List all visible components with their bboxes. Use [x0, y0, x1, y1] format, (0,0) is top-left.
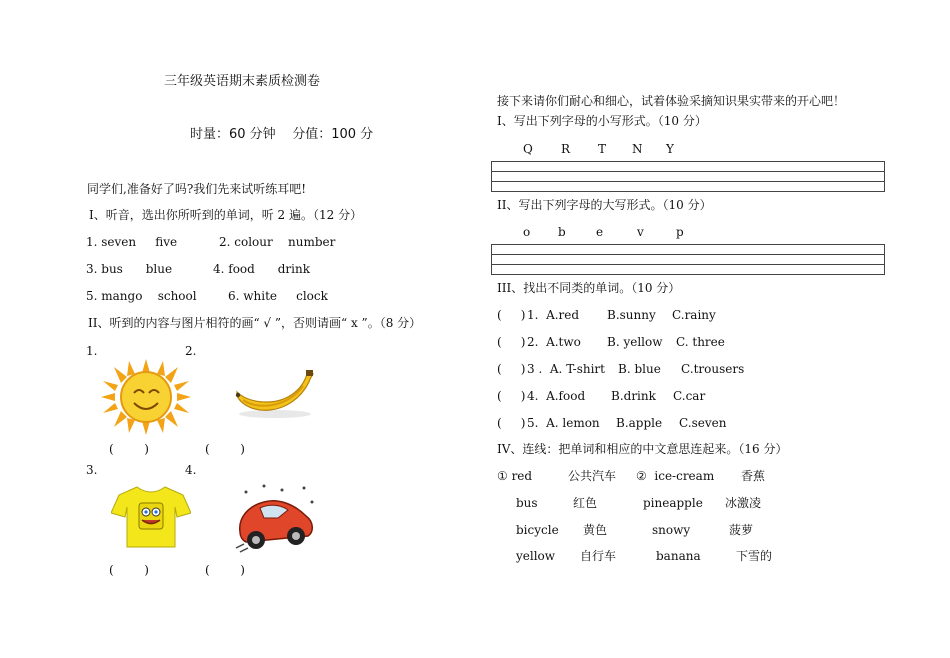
match-word-8[interactable]: banana — [656, 549, 701, 563]
odd-answer-paren-5[interactable]: ( ) — [497, 416, 526, 430]
odd-item-1-c: C.rainy — [672, 308, 716, 322]
odd-answer-paren-2[interactable]: ( ) — [497, 335, 526, 349]
match-meaning-3[interactable]: 红色 — [573, 496, 598, 510]
odd-item-3-b: B. blue — [618, 362, 661, 376]
writing-lines-2[interactable] — [491, 244, 885, 275]
picture-number-4: 4. — [185, 463, 197, 477]
banana-icon — [233, 368, 315, 420]
lower-letter-b: b — [558, 225, 566, 239]
tshirt-icon — [111, 485, 191, 549]
odd-item-3-a: 3 . A. T-shirt — [527, 362, 605, 376]
answer-paren-4[interactable]: ( ) — [205, 563, 245, 577]
match-meaning-4[interactable]: 冰激凌 — [725, 496, 762, 510]
r-section-4-heading: IV、连线：把单词和相应的中文意思连起来。（16 分） — [497, 442, 788, 456]
odd-item-2-b: B. yellow — [607, 335, 663, 349]
listen-item-6: 6. white clock — [228, 289, 328, 303]
odd-item-1-b: B.sunny — [607, 308, 656, 322]
writing-lines-1[interactable] — [491, 161, 885, 192]
odd-item-2-c: C. three — [676, 335, 725, 349]
listen-item-1: 1. seven five — [86, 235, 178, 249]
odd-item-4-a: 4. A.food — [527, 389, 586, 403]
lower-letter-v: v — [637, 225, 644, 239]
match-word-5[interactable]: bicycle — [516, 523, 559, 537]
page-title: 三年级英语期末素质检测卷 — [164, 74, 321, 89]
odd-item-5-b: B.apple — [616, 416, 663, 430]
lower-letter-e: e — [596, 225, 604, 239]
lower-letter-o: o — [523, 225, 531, 239]
odd-item-5-c: C.seven — [679, 416, 727, 430]
odd-answer-paren-4[interactable]: ( ) — [497, 389, 526, 403]
upper-letter-q: Q — [523, 142, 533, 156]
section-1-heading: I、听音，选出你所听到的单词，听 2 遍。（12 分） — [89, 208, 363, 222]
match-word-4[interactable]: pineapple — [643, 496, 703, 510]
match-word-1[interactable]: ① red — [497, 469, 533, 483]
odd-item-1-a: 1. A.red — [527, 308, 580, 322]
picture-number-1: 1. — [86, 344, 98, 358]
match-meaning-8[interactable]: 下雪的 — [736, 549, 773, 563]
r-section-3-heading: III、找出不同类的单词。（10 分） — [497, 281, 681, 295]
left-intro: 同学们,准备好了吗?我们先来试听练耳吧! — [87, 182, 307, 196]
picture-number-3: 3. — [86, 463, 98, 477]
match-meaning-2[interactable]: 香蕉 — [741, 469, 766, 483]
listen-item-3: 3. bus blue — [86, 262, 173, 276]
exam-meta: 时量：60 分钟 分值：100 分 — [190, 127, 374, 142]
match-meaning-6[interactable]: 菠萝 — [729, 523, 754, 537]
match-meaning-5[interactable]: 黄色 — [583, 523, 608, 537]
r-section-1-heading: I、写出下列字母的小写形式。（10 分） — [497, 114, 707, 128]
answer-paren-2[interactable]: ( ) — [205, 442, 245, 456]
listen-item-4: 4. food drink — [213, 262, 310, 276]
picture-number-2: 2. — [185, 344, 197, 358]
r-section-2-heading: II、写出下列字母的大写形式。（10 分） — [497, 198, 712, 212]
upper-letter-n: N — [632, 142, 643, 156]
right-intro: 接下来请你们耐心和细心，试着体验采摘知识果实带来的开心吧！ — [497, 94, 846, 108]
odd-item-4-b: B.drink — [611, 389, 656, 403]
car-icon — [234, 482, 318, 554]
odd-answer-paren-3[interactable]: ( ) — [497, 362, 526, 376]
answer-paren-3[interactable]: ( ) — [109, 563, 149, 577]
odd-item-4-c: C.car — [673, 389, 706, 403]
upper-letter-r: R — [561, 142, 571, 156]
listen-item-5: 5. mango school — [86, 289, 197, 303]
upper-letter-y: Y — [666, 142, 674, 156]
odd-item-2-a: 2. A.two — [527, 335, 581, 349]
sun-icon — [101, 359, 191, 435]
lower-letter-p: p — [676, 225, 684, 239]
match-word-2[interactable]: ② ice-cream — [636, 469, 715, 483]
odd-item-3-c: C.trousers — [681, 362, 745, 376]
odd-answer-paren-1[interactable]: ( ) — [497, 308, 526, 322]
match-word-7[interactable]: yellow — [516, 549, 556, 563]
match-word-6[interactable]: snowy — [652, 523, 691, 537]
answer-paren-1[interactable]: ( ) — [109, 442, 149, 456]
match-word-3[interactable]: bus — [516, 496, 538, 510]
match-meaning-7[interactable]: 自行车 — [580, 549, 617, 563]
section-2-heading: II、听到的内容与图片相符的画“ √ ”，否则请画“ x ”。（8 分） — [88, 316, 422, 330]
upper-letter-t: T — [598, 142, 607, 156]
odd-item-5-a: 5. A. lemon — [527, 416, 600, 430]
match-meaning-1[interactable]: 公共汽车 — [568, 469, 617, 483]
listen-item-2: 2. colour number — [219, 235, 336, 249]
